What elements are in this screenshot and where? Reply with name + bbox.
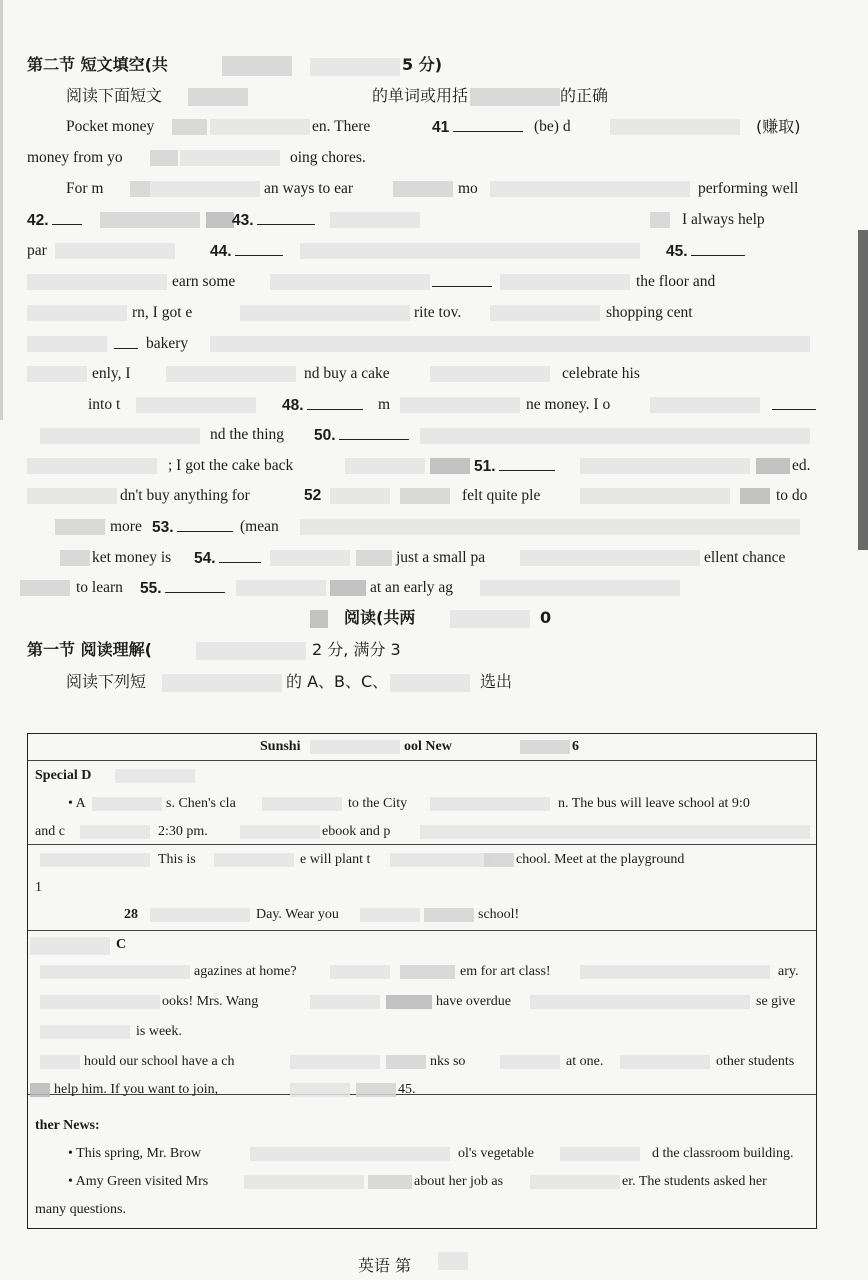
news-item3-num: 28 (124, 907, 138, 922)
news-title-mid: ool New (404, 739, 452, 754)
club-line-k: other students (716, 1054, 795, 1069)
passage-line-15b: just a small pa (396, 549, 486, 566)
news-item3-a: Day. Wear you (256, 907, 339, 922)
redaction-blur (188, 88, 248, 106)
blank-number-45: 45. (666, 243, 688, 260)
redaction-blur (356, 1083, 396, 1097)
blank-line (177, 517, 233, 532)
redaction-blur (400, 488, 450, 504)
redaction-blur (356, 550, 392, 566)
redaction-blur (438, 1252, 468, 1270)
passage-line-14a: more (110, 518, 142, 535)
redaction-blur (368, 1175, 412, 1189)
redaction-blur (40, 1055, 80, 1069)
blank-number-54: 54. (194, 550, 216, 567)
redaction-blur (345, 458, 425, 474)
passage-line-14b: (mean (240, 518, 279, 535)
redaction-blur (130, 181, 150, 197)
redaction-blur (300, 243, 640, 259)
passage-line-2a: money from yo (27, 149, 123, 166)
passage-line-9b: nd buy a cake (304, 365, 390, 382)
redaction-blur (40, 428, 200, 444)
redaction-blur (80, 825, 150, 839)
blank-number-51: 51. (474, 458, 496, 475)
redaction-blur (30, 1083, 50, 1097)
section1-heading-text: 第一节 阅读理解( (27, 640, 152, 659)
club-line-g: is week. (136, 1024, 182, 1039)
blank-41 (432, 117, 523, 138)
blank-line (691, 241, 745, 256)
redaction-blur (490, 305, 600, 321)
redaction-blur (240, 825, 320, 839)
blank-number-42: 42. (27, 212, 49, 229)
passage-line-2b: oing chores. (290, 149, 366, 166)
blank-54 (194, 548, 261, 569)
reading-instructions-end: 选出 (480, 672, 513, 691)
club-line-c: ary. (778, 964, 799, 979)
blank-48 (282, 395, 363, 416)
blank-44 (210, 241, 283, 262)
passage-line-10b: m (378, 396, 391, 413)
passage-line-8: bakery (146, 335, 189, 352)
other-news-2a: • Amy Green visited Mrs (68, 1174, 209, 1189)
redaction-blur (172, 119, 207, 135)
redaction-blur (250, 1147, 450, 1161)
redaction-blur (420, 428, 810, 444)
redaction-blur (100, 212, 200, 228)
redaction-blur (560, 1147, 640, 1161)
passage-line-1c: (be) d (534, 118, 571, 135)
redaction-blur (430, 797, 550, 811)
redaction-blur (40, 995, 160, 1009)
redaction-blur (756, 458, 790, 474)
redaction-blur (40, 1025, 130, 1039)
section2-heading-text: 第二节 短文填空(共 (27, 55, 168, 74)
news-title-start: Sunshi (260, 739, 301, 754)
blank-number-53: 53. (152, 519, 174, 536)
blank-line (432, 272, 492, 287)
redaction-blur (400, 397, 520, 413)
redaction-blur (610, 119, 740, 135)
section1-score: 2 分, 满分 3 (312, 640, 401, 659)
instructions-end: 的正确 (560, 86, 609, 105)
passage-line-3c: mo (458, 180, 478, 197)
redaction-blur (470, 88, 560, 106)
redaction-blur (27, 366, 87, 382)
passage-line-6a: earn some (172, 273, 236, 290)
news-item1-c: to the City (348, 796, 408, 811)
passage-line-9a: enly, I (92, 365, 131, 382)
blank-line (453, 117, 523, 132)
redaction-blur (310, 995, 380, 1009)
news-divider (28, 930, 816, 931)
club-line-m: 45. (398, 1082, 416, 1097)
news-divider (28, 760, 816, 761)
news-item1-line2-c: ebook and p (322, 824, 391, 839)
passage-line-16b: at an early ag (370, 579, 454, 596)
redaction-blur (210, 336, 810, 352)
redaction-blur (55, 519, 105, 535)
blank-43 (232, 210, 315, 231)
redaction-blur (386, 995, 432, 1009)
club-label: C (116, 937, 127, 952)
redaction-blur (360, 908, 420, 922)
redaction-blur (222, 56, 292, 76)
redaction-blur (27, 458, 157, 474)
club-line-f: se give (756, 994, 796, 1009)
part3-score: 0 (540, 608, 552, 627)
blank-number-50: 50. (314, 427, 336, 444)
news-item3-b: school! (478, 907, 520, 922)
page-right-binding (858, 230, 868, 550)
redaction-blur (650, 212, 670, 228)
news-divider (28, 844, 816, 845)
news-item1-a: • A (68, 796, 86, 811)
blank-45 (666, 241, 745, 262)
redaction-blur (620, 1055, 710, 1069)
passage-line-16a: to learn (76, 579, 123, 596)
passage-line-11: nd the thing (210, 426, 285, 443)
blank-number-41: 41 (432, 119, 450, 136)
blank-line (772, 395, 816, 410)
blank-number-52: 52 (304, 487, 322, 504)
redaction-blur (310, 610, 328, 628)
redaction-blur (40, 853, 150, 867)
blank-55 (140, 578, 225, 599)
redaction-blur (290, 1083, 350, 1097)
redaction-blur (236, 580, 326, 596)
passage-line-13b: felt quite ple (462, 487, 541, 504)
blank-52 (304, 486, 321, 506)
redaction-blur (136, 397, 256, 413)
redaction-blur (330, 965, 390, 979)
club-line-h: hould our school have a ch (84, 1054, 235, 1069)
blank-line (339, 425, 409, 440)
passage-line-7b: rite tov. (414, 304, 462, 321)
passage-line-7a: rn, I got e (132, 304, 193, 321)
blank-number-55: 55. (140, 580, 162, 597)
redaction-blur (240, 305, 410, 321)
passage-line-4: I always help (682, 211, 765, 228)
other-news-1b: ol's vegetable (458, 1146, 534, 1161)
passage-line-12b: ed. (792, 457, 811, 474)
redaction-blur (580, 488, 730, 504)
news-item2-b: e will plant t (300, 852, 371, 867)
redaction-blur (450, 610, 530, 628)
section2-score-text: 5 分) (402, 55, 443, 74)
redaction-blur (520, 550, 700, 566)
club-line-e: have overdue (436, 994, 512, 1009)
blank-line (52, 210, 82, 225)
passage-line-13c: to do (776, 487, 808, 504)
news-item1-line2-b: 2:30 pm. (158, 824, 208, 839)
redaction-blur (400, 965, 455, 979)
blank-number-44: 44. (210, 243, 232, 260)
passage-line-3b: an ways to ear (264, 180, 354, 197)
redaction-blur (60, 550, 90, 566)
redaction-blur (330, 580, 366, 596)
blank-line (165, 578, 225, 593)
other-news-1a: • This spring, Mr. Brow (68, 1146, 201, 1161)
redaction-blur (490, 181, 690, 197)
redaction-blur (27, 488, 117, 504)
redaction-blur (27, 305, 127, 321)
instructions-start: 阅读下面短文 (66, 86, 163, 105)
club-line-b: em for art class! (460, 964, 551, 979)
club-line-l: help him. If you want to join, (54, 1082, 219, 1097)
other-news-2c: er. The students asked her (622, 1174, 767, 1189)
redaction-blur (27, 274, 167, 290)
redaction-blur (580, 965, 770, 979)
other-news-2b: about her job as (414, 1174, 504, 1189)
redaction-blur (330, 212, 420, 228)
redaction-blur (270, 274, 430, 290)
redaction-blur (290, 1055, 380, 1069)
redaction-blur (430, 366, 550, 382)
section2-score (402, 55, 442, 75)
redaction-blur (500, 1055, 560, 1069)
blank-number-43: 43. (232, 212, 254, 229)
redaction-blur (115, 769, 195, 783)
news-item1-d: n. The bus will leave school at 9:0 (558, 796, 750, 811)
redaction-blur (480, 580, 680, 596)
redaction-blur (424, 908, 474, 922)
other-news-2-line2: many questions. (35, 1202, 126, 1217)
redaction-blur (500, 274, 630, 290)
passage-line-13a: dn't buy anything for (120, 487, 250, 504)
blank-42 (27, 210, 82, 231)
news-item1-b: s. Chen's cla (166, 796, 236, 811)
redaction-blur (150, 908, 250, 922)
club-line-i: nks so (430, 1054, 466, 1069)
redaction-blur (580, 458, 750, 474)
blank-line (114, 334, 138, 349)
redaction-blur (27, 336, 107, 352)
page-footer: 英语 第 (358, 1256, 412, 1275)
blank-50 (314, 425, 409, 446)
blank-47 (114, 334, 138, 355)
news-title-end: 6 (572, 739, 579, 754)
blank-line (219, 548, 261, 563)
news-item2-line2: 1 (35, 880, 42, 895)
redaction-blur (214, 853, 294, 867)
passage-line-1a: Pocket money (66, 118, 155, 135)
redaction-blur (530, 1175, 620, 1189)
redaction-blur (300, 519, 800, 535)
redaction-blur (740, 488, 770, 504)
passage-line-9c: celebrate his (562, 365, 640, 382)
club-line-d: ooks! Mrs. Wang (162, 994, 259, 1009)
redaction-blur (55, 243, 175, 259)
redaction-blur (40, 965, 190, 979)
redaction-blur (20, 580, 70, 596)
passage-line-10a: into t (88, 396, 121, 413)
other-news-1c: d the classroom building. (652, 1146, 794, 1161)
reading-instructions-mid: 的 A、B、C、 (286, 672, 389, 691)
passage-line-15c: ellent chance (704, 549, 786, 566)
redaction-blur (92, 797, 162, 811)
blank-53 (152, 517, 233, 538)
redaction-blur (430, 458, 470, 474)
redaction-blur (166, 366, 296, 382)
redaction-blur (310, 740, 400, 754)
redaction-blur (244, 1175, 364, 1189)
news-item2-c: chool. Meet at the playground (516, 852, 685, 867)
passage-line-5a: par (27, 242, 47, 259)
passage-line-12a: ; I got the cake back (168, 457, 294, 474)
news-item1-line2-a: and c (35, 824, 65, 839)
club-line-a: agazines at home? (194, 964, 297, 979)
redaction-blur (262, 797, 342, 811)
redaction-blur (420, 825, 810, 839)
redaction-blur (162, 674, 282, 692)
redaction-blur (310, 58, 400, 76)
redaction-blur (30, 937, 110, 955)
passage-line-7c: shopping cent (606, 304, 693, 321)
passage-line-6b: the floor and (636, 273, 716, 290)
blank-51 (474, 456, 555, 477)
redaction-blur (393, 181, 453, 197)
redaction-blur (330, 488, 390, 504)
other-news-label: ther News: (35, 1118, 100, 1133)
redaction-blur (180, 150, 280, 166)
section1-heading (27, 640, 152, 660)
blank-49 (772, 395, 816, 416)
part3-heading-text: 阅读(共两 (344, 608, 416, 627)
redaction-blur (206, 212, 234, 228)
special-days-label: Special D (35, 768, 92, 783)
passage-line-3a: For m (66, 180, 104, 197)
news-item2-a: This is (158, 852, 196, 867)
blank-line (499, 456, 555, 471)
blank-46 (432, 272, 492, 293)
page-left-shadow (0, 0, 3, 420)
passage-line-1b: en. There (312, 118, 371, 135)
reading-instructions-start: 阅读下列短 (66, 672, 147, 691)
passage-line-1d: (赚取) (756, 117, 801, 136)
passage-line-10c: ne money. I o (526, 396, 611, 413)
redaction-blur (150, 150, 178, 166)
section2-heading (27, 55, 168, 75)
redaction-blur (390, 853, 490, 867)
blank-line (307, 395, 363, 410)
redaction-blur (196, 642, 306, 660)
blank-line (257, 210, 315, 225)
redaction-blur (210, 119, 310, 135)
redaction-blur (530, 995, 750, 1009)
blank-line (235, 241, 283, 256)
redaction-blur (386, 1055, 426, 1069)
redaction-blur (520, 740, 570, 754)
redaction-blur (150, 181, 260, 197)
redaction-blur (484, 853, 514, 867)
passage-line-3d: performing well (698, 180, 799, 197)
passage-line-15a: ket money is (92, 549, 172, 566)
club-line-j: at one. (566, 1054, 604, 1069)
part3-heading (344, 608, 415, 628)
redaction-blur (650, 397, 760, 413)
instructions-mid: 的单词或用括 (372, 86, 469, 105)
blank-number-48: 48. (282, 397, 304, 414)
redaction-blur (390, 674, 470, 692)
redaction-blur (270, 550, 350, 566)
